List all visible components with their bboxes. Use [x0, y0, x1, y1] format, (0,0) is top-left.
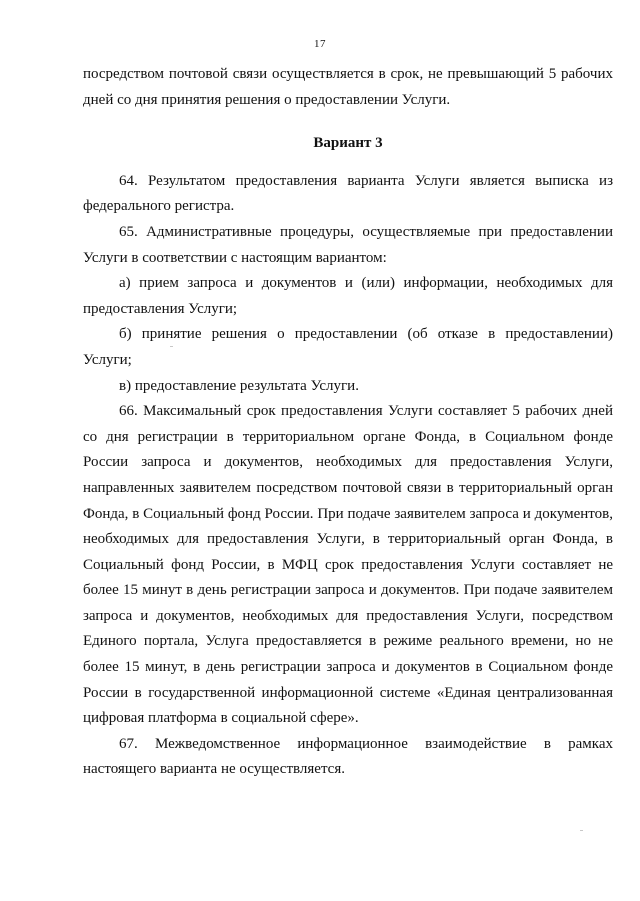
- paragraph-66: 66. Максимальный срок предоставления Услуги составляет 5 рабочих дней со дня регистрации в территориальном органе Фонда, в Социальном фонде России запроса и документов, необходимых для предоставления Услуги, направленных заявителем посредством почтовой связи в территориальный орган Фонда, в Социальный фонд России. При подаче заявителем запроса и документов, необходимых для предоставления Услуги, в территориальный орган Фонда, в Социальный фонд России, в МФЦ срок предоставления Услуги составляет не более 15 минут в день регистрации запроса и документов. При подаче заявителем запроса и документов, необходимых для предоставления Услуги, посредством Единого портала, Услуга предоставляется в режиме реального времени, но не более 15 минут, в день регистрации запроса и документов в Социальном фонде России в государственной информационной системе «Единая централизованная цифровая платформа в социальной сфере».: [83, 403, 613, 727]
- paragraph-65-b: б) принятие решения о предоставлении (об отказе в предоставлении) Услуги;: [83, 326, 613, 368]
- paragraph-continuation: посредством почтовой связи осуществляется в срок, не превышающий 5 рабочих дней со дня принятия решения о предоставлении Услуги.: [83, 66, 613, 108]
- paragraph-65: 65. Административные процедуры, осуществляемые при предоставлении Услуги в соответствии с настоящим вариантом:: [83, 223, 613, 266]
- scan-artifact: [170, 346, 173, 347]
- paragraph-67: 67. Межведомственное информационное взаимодействие в рамках настоящего варианта не осуществляется.: [83, 735, 613, 778]
- page-number: 17: [314, 38, 326, 50]
- paragraph-64: 64. Результатом предоставления варианта Услуги является выписка из федерального регистра.: [83, 172, 613, 215]
- scan-artifact: [580, 830, 583, 831]
- paragraph-65-c: в) предоставление результата Услуги.: [119, 377, 359, 394]
- paragraph-65-a: а) прием запроса и документов и (или) информации, необходимых для предоставления Услуги;: [83, 275, 613, 317]
- document-body: [83, 62, 613, 783]
- section-heading: Вариант 3: [313, 135, 383, 152]
